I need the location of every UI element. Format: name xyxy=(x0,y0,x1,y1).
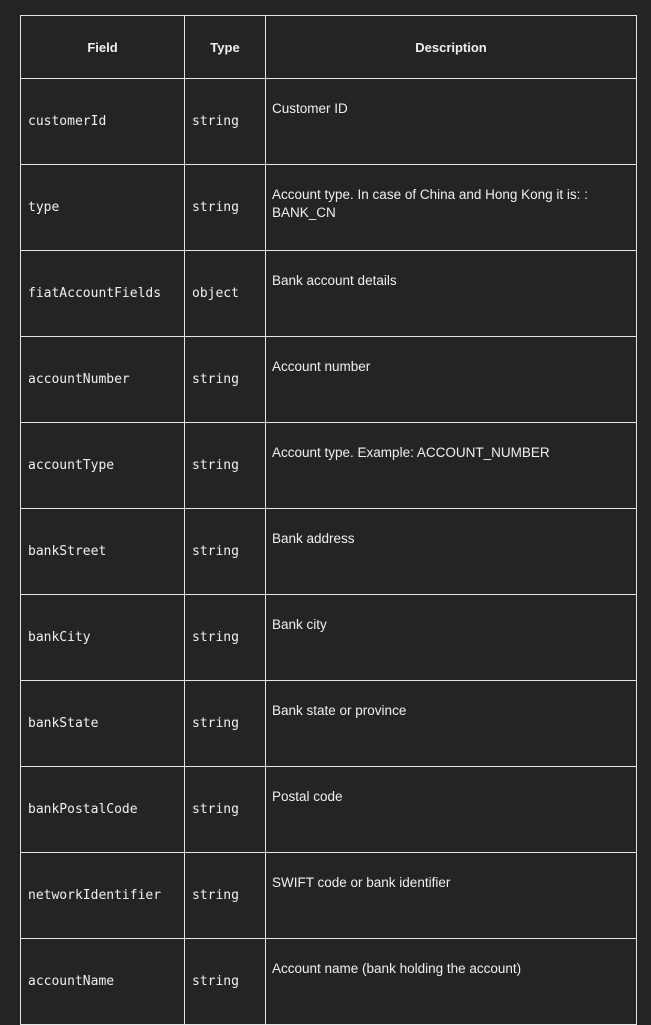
field-type: string xyxy=(185,509,266,595)
table-row xyxy=(21,767,637,853)
table-row xyxy=(21,595,637,681)
field-type: string xyxy=(185,595,266,681)
field-type: string xyxy=(185,423,266,509)
field-description: Account type. Example: ACCOUNT_NUMBER xyxy=(266,423,637,509)
field-type: string xyxy=(185,767,266,853)
header-field: Field xyxy=(21,16,185,79)
field-name: bankCity xyxy=(21,595,185,681)
field-type: string xyxy=(185,939,266,1025)
fields-table xyxy=(20,15,637,1025)
field-type: object xyxy=(185,251,266,337)
field-type: string xyxy=(185,853,266,939)
table-header-row xyxy=(21,16,637,79)
table-row xyxy=(21,853,637,939)
field-name: networkIdentifier xyxy=(21,853,185,939)
field-description: Account name (bank holding the account) xyxy=(266,939,637,1025)
field-description: Account number xyxy=(266,337,637,423)
field-type: string xyxy=(185,165,266,251)
field-description: Bank address xyxy=(266,509,637,595)
field-name: bankStreet xyxy=(21,509,185,595)
field-name: customerId xyxy=(21,79,185,165)
field-name: accountName xyxy=(21,939,185,1025)
field-description: Postal code xyxy=(266,767,637,853)
field-description: Account type. In case of China and Hong Kong it is: : BANK_CN xyxy=(266,165,637,251)
table-row xyxy=(21,509,637,595)
field-description: Customer ID xyxy=(266,79,637,165)
field-description: SWIFT code or bank identifier xyxy=(266,853,637,939)
field-name: accountNumber xyxy=(21,337,185,423)
table-row xyxy=(21,681,637,767)
field-name: bankState xyxy=(21,681,185,767)
header-type: Type xyxy=(185,16,266,79)
field-description: Bank account details xyxy=(266,251,637,337)
table-row xyxy=(21,165,637,251)
table-row xyxy=(21,423,637,509)
table-row xyxy=(21,79,637,165)
field-name: fiatAccountFields xyxy=(21,251,185,337)
field-description: Bank city xyxy=(266,595,637,681)
table-row xyxy=(21,939,637,1025)
field-type: string xyxy=(185,681,266,767)
field-type: string xyxy=(185,337,266,423)
field-type: string xyxy=(185,79,266,165)
table-row xyxy=(21,251,637,337)
field-name: accountType xyxy=(21,423,185,509)
field-name: type xyxy=(21,165,185,251)
header-description: Description xyxy=(266,16,637,79)
field-description: Bank state or province xyxy=(266,681,637,767)
field-name: bankPostalCode xyxy=(21,767,185,853)
fields-table-container xyxy=(20,15,637,1025)
table-row xyxy=(21,337,637,423)
